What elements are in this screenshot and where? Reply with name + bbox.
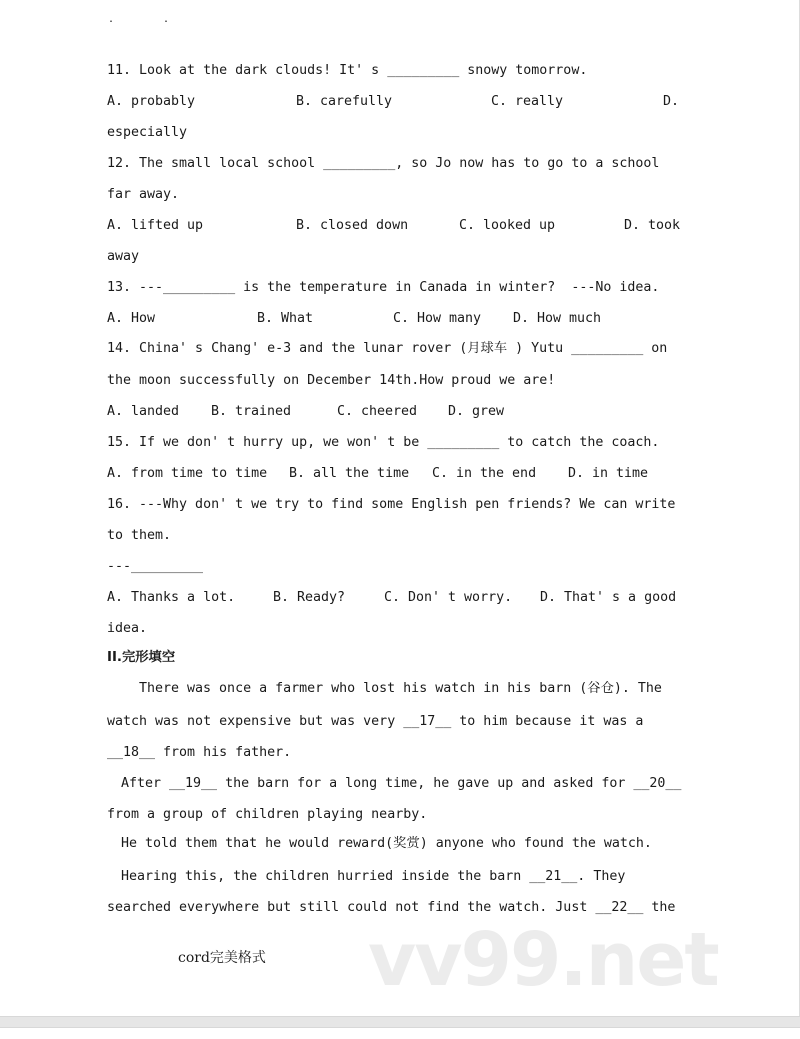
q16-option-b: B. Ready? [273,590,346,605]
q14-option-d: D. grew [448,404,505,419]
q12-option-d-text: away [107,249,140,264]
q13-option-c: C. How many [393,311,482,326]
question-14-stem: 14. China' s Chang' e-3 and the lunar rover (月球车 ) Yutu _________ on [107,341,668,356]
watermark: vv99.net [368,917,718,1003]
q13-option-d: D. How much [513,311,602,326]
header-dot: . [163,14,170,25]
question-11-stem: 11. Look at the dark clouds! It' s _________ snowy tomorrow. [107,63,588,78]
q15-option-d: D. in time [568,466,649,481]
passage-line: He told them that he would reward(奖赏) anyone who found the watch. [121,836,652,851]
passage-line: searched everywhere but still could not find the watch. Just __22__ the [107,900,676,915]
q16-option-a: A. Thanks a lot. [107,590,236,605]
question-12-stem: 12. The small local school _________, so Jo now has to go to a school [107,156,660,171]
question-14-stem-cont: the moon successfully on December 14th.How proud we are! [107,373,556,388]
question-15-stem: 15. If we don' t hurry up, we won' t be _________ to catch the coach. [107,435,660,450]
page-separator [0,1016,800,1028]
passage-line: There was once a farmer who lost his watch in his barn (谷仓). The [139,681,662,696]
question-12-stem-cont: far away. [107,187,180,202]
q12-option-d: D. took [624,218,681,233]
q11-option-c: C. really [491,94,564,109]
q13-option-a: A. How [107,311,156,326]
q11-option-d-text: especially [107,125,188,140]
q11-option-d: D. [663,94,680,109]
q16-option-d-text: idea. [107,621,148,636]
q14-option-c: C. cheered [337,404,418,419]
section-title: II.完形填空 [107,650,176,665]
q15-option-a: A. from time to time [107,466,268,481]
q13-option-b: B. What [257,311,314,326]
question-16-stem: 16. ---Why don' t we try to find some English pen friends? We can write [107,497,676,512]
page-footer: cord完美格式 [178,950,266,966]
q11-option-b: B. carefully [296,94,393,109]
q12-option-c: C. looked up [459,218,556,233]
q11-option-a: A. probably [107,94,196,109]
question-13-stem: 13. ---_________ is the temperature in Canada in winter? ---No idea. [107,280,660,295]
passage-line: from a group of children playing nearby. [107,807,428,822]
q16-option-d: D. That' s a good [540,590,677,605]
q12-option-a: A. lifted up [107,218,204,233]
header-dot: . [108,14,115,25]
q14-option-b: B. trained [211,404,292,419]
q12-option-b: B. closed down [296,218,409,233]
passage-line: watch was not expensive but was very __17__ to him because it was a [107,714,644,729]
q16-option-c: C. Don' t worry. [384,590,513,605]
q15-option-c: C. in the end [432,466,537,481]
passage-line: Hearing this, the children hurried inside the barn __21__. They [121,869,626,884]
q15-option-b: B. all the time [289,466,410,481]
passage-line: After __19__ the barn for a long time, he gave up and asked for __20__ [121,776,682,791]
passage-line: __18__ from his father. [107,745,292,760]
question-16-answer-blank: ---_________ [107,559,204,574]
question-16-stem-cont: to them. [107,528,172,543]
q14-option-a: A. landed [107,404,180,419]
